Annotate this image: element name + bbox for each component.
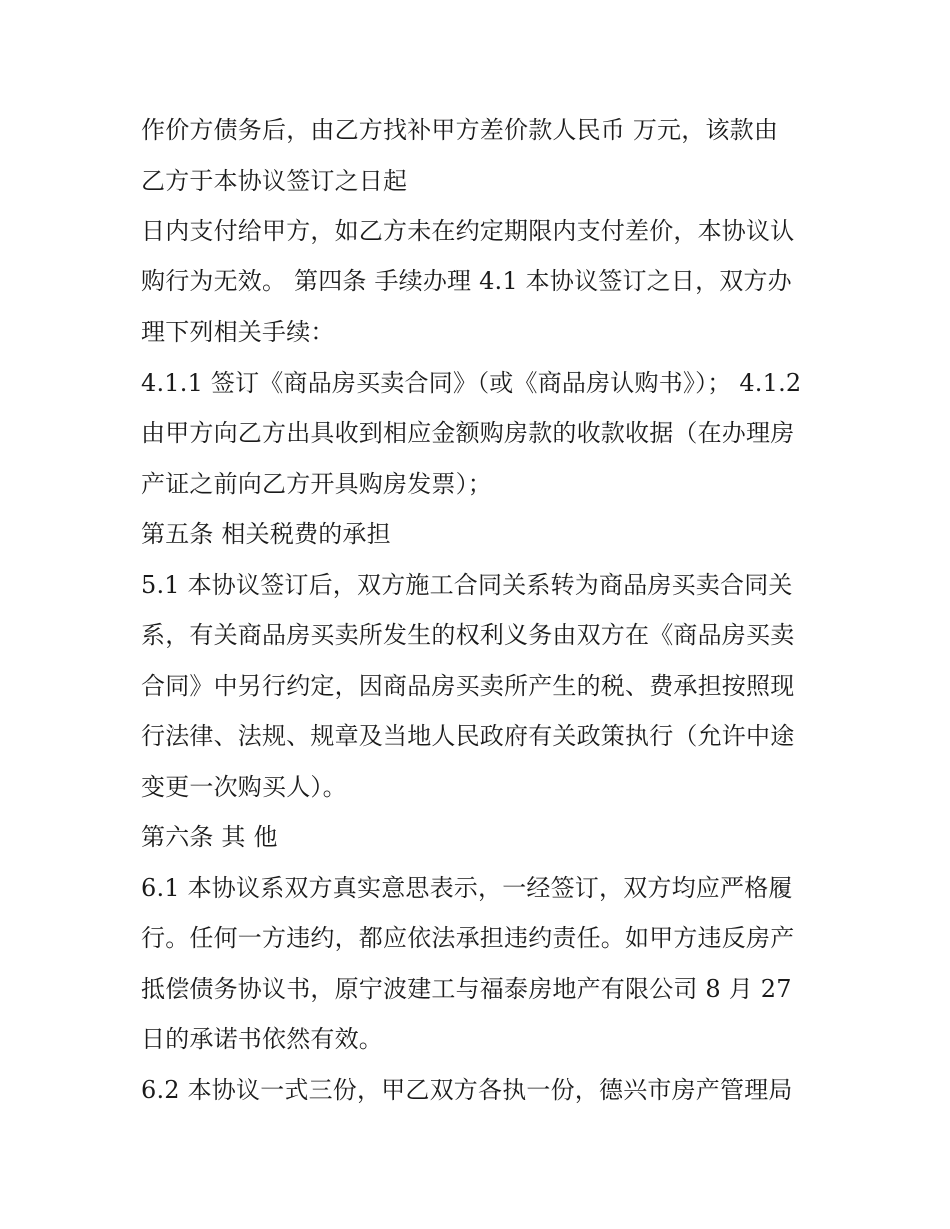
text-line: 抵偿债务协议书，原宁波建工与福泰房地产有限公司 8 月 27 (141, 975, 792, 1003)
text-line: 4.1.1 签订《商品房买卖合同》（或《商品房认购书》）； 4.1.2 (141, 369, 802, 397)
text-line: 6.1 本协议系双方真实意思表示，一经签订，双方均应严格履 (141, 874, 793, 902)
text-line: 理下列相关手续： (141, 318, 335, 346)
text-line: 行法律、法规、规章及当地人民政府有关政策执行（允许中途 (141, 722, 795, 750)
section-heading: 第六条 其 他 (141, 823, 278, 851)
text-line: 系，有关商品房买卖所发生的权利义务由双方在《商品房买卖 (141, 621, 795, 649)
text-line: 6.2 本协议一式三份，甲乙双方各执一份，德兴市房产管理局 (141, 1076, 793, 1104)
text-line: 变更一次购买人）。 (141, 773, 347, 801)
text-line: 合同》中另行约定，因商品房买卖所产生的税、费承担按照现 (141, 672, 795, 700)
text-line: 乙方于本协议签订之日起 (141, 167, 408, 195)
text-line: 作价方债务后，由乙方找补甲方差价款人民币 万元，该款由 (141, 116, 779, 144)
text-line: 行。任何一方违约，都应依法承担违约责任。如甲方违反房产 (141, 924, 795, 952)
text-line: 5.1 本协议签订后，双方施工合同关系转为商品房买卖合同关 (141, 571, 793, 599)
section-heading: 第五条 相关税费的承担 (141, 520, 391, 548)
text-line: 购行为无效。 第四条 手续办理 4.1 本协议签订之日，双方办 (141, 267, 792, 295)
text-line: 日的承诺书依然有效。 (141, 1025, 383, 1053)
text-line: 由甲方向乙方出具收到相应金额购房款的收款收据（在办理房 (141, 419, 795, 447)
text-line: 日内支付给甲方，如乙方未在约定期限内支付差价，本协议认 (141, 217, 795, 245)
text-line: 产证之前向乙方开具购房发票）； (141, 470, 492, 498)
